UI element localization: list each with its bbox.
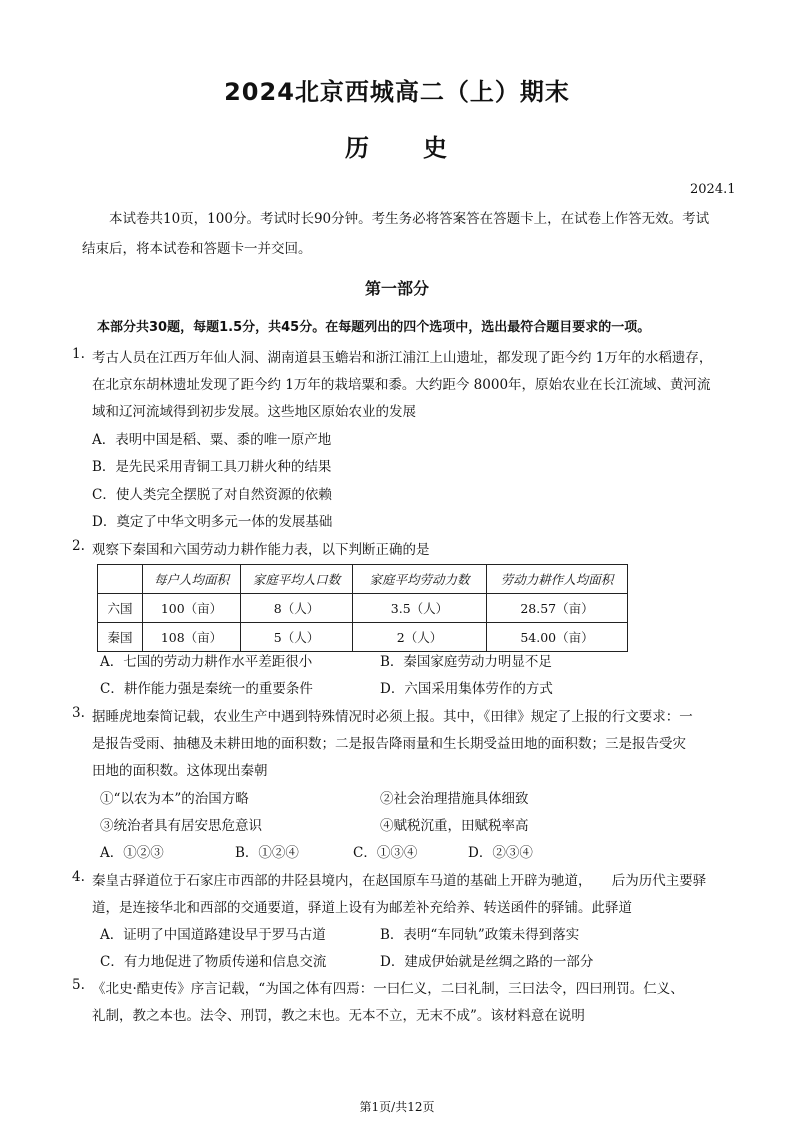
q1-option-b: B．是先民采用青铜工具刀耕火种的结果: [92, 459, 332, 475]
q4-line: 秦皇古驿道位于石家庄市西部的井陉县境内，在赵国原车马道的基础上开辟为驰道， 后为历代主要驿: [92, 873, 707, 889]
q3-item-2: ②社会治理措施具体细致: [380, 791, 529, 807]
section-title: 第一部分: [364, 279, 429, 298]
q1-line: 在北京东胡林遗址发现了距今约 1万年的栽培粟和黍。大约距今 8000年，原始农业在长江流域、黄河流: [92, 377, 711, 393]
table-row: [98, 623, 628, 652]
table-header-cell: 劳动力耕作人均面积: [487, 565, 628, 594]
q4-option-d: D．建成伊始就是丝绸之路的一部分: [380, 954, 594, 970]
q2-option-c: C．耕作能力强是秦统一的重要条件: [100, 681, 313, 697]
q2-option-d: D．六国采用集体劳作的方式: [380, 681, 553, 697]
q5-line: 礼制，教之本也。法令、刑罚，教之末也。无本不立，无末不成”。该材料意在说明: [92, 1008, 585, 1024]
q2-option-b: B．秦国家庭劳动力明显不足: [380, 654, 552, 670]
table-cell: 54.00（亩）: [487, 623, 628, 652]
q1-option-c: C．使人类完全摆脱了对自然资源的依赖: [92, 487, 332, 503]
q1-line: 域和辽河流域得到初步发展。这些地区原始农业的发展: [92, 404, 416, 420]
page-title: 2024北京西城高二（上）期末: [224, 78, 570, 106]
q3-option-a: A．①②③: [100, 845, 164, 861]
q3-option-b: B．①②④: [235, 845, 299, 861]
q2-number: 2.: [72, 538, 85, 554]
q3-line: 据睡虎地秦简记载，农业生产中遇到特殊情况时必须上报。其中，《田律》规定了上报的行文要求：一: [92, 709, 693, 725]
table-header-cell: [98, 565, 143, 594]
exam-date: 2024.1: [690, 182, 736, 197]
table-cell: 100（亩）: [143, 594, 241, 623]
table-cell: 8（人）: [241, 594, 353, 623]
table-header-row: [98, 565, 628, 594]
labor-capacity-table: [97, 564, 628, 652]
table-header-cell: 每户人均面积: [143, 565, 241, 594]
table-header-cell: 家庭平均人口数: [241, 565, 353, 594]
q3-option-c: C．①③④: [353, 845, 418, 861]
q3-item-3: ③统治者具有居安思危意识: [100, 818, 262, 834]
q3-option-d: D．②③④: [468, 845, 533, 861]
q3-number: 3.: [72, 705, 85, 721]
table-row: [98, 594, 628, 623]
q4-number: 4.: [72, 869, 85, 885]
q2-stem: 观察下秦国和六国劳动力耕作能力表，以下判断正确的是: [92, 542, 430, 558]
q1-option-d: D．奠定了中华文明多元一体的发展基础: [92, 514, 333, 530]
table-header-cell: 家庭平均劳动力数: [353, 565, 487, 594]
table-cell: 六国: [98, 594, 143, 623]
q3-item-1: ①“以农为本”的治国方略: [100, 791, 249, 807]
table-cell: 3.5（人）: [353, 594, 487, 623]
q4-option-a: A．证明了中国道路建设早于罗马古道: [100, 927, 326, 943]
q5-line: 《北史·酷吏传》序言记载，“为国之体有四焉：一曰仁义，二曰礼制，三曰法令，四曰刑罚。仁义、: [92, 981, 684, 997]
table-cell: 28.57（亩）: [487, 594, 628, 623]
table-cell: 2（人）: [353, 623, 487, 652]
q4-option-c: C．有力地促进了物质传递和信息交流: [100, 954, 327, 970]
q5-number: 5.: [72, 977, 85, 993]
table-cell: 5（人）: [241, 623, 353, 652]
q1-option-a: A．表明中国是稻、粟、黍的唯一原产地: [92, 432, 332, 448]
table-cell: 秦国: [98, 623, 143, 652]
q2-option-a: A．七国的劳动力耕作水平差距很小: [100, 654, 313, 670]
q1-number: 1.: [72, 346, 85, 362]
q3-item-4: ④赋税沉重，田赋税率高: [380, 818, 529, 834]
q3-line: 田地的面积数。这体现出秦朝: [92, 763, 268, 779]
table-cell: 108（亩）: [143, 623, 241, 652]
q4-option-b: B．表明“车同轨”政策未得到落实: [380, 927, 580, 943]
subject-title: 历 史: [345, 134, 449, 162]
section-instructions: 本部分共30题，每题1.5分，共45分。在每题列出的四个选项中，选出最符合题目要求的一项。: [97, 320, 651, 335]
exam-intro: 本试卷共10页，100分。考试时长90分钟。考生务必将答案答在答题卡上，在试卷上作答无效。考试结束后，将本试卷和答题卡一并交回。: [82, 211, 710, 257]
q3-line: 是报告受雨、抽穗及未耕田地的面积数；二是报告降雨量和生长期受益田地的面积数；三是报告受灾: [92, 736, 686, 752]
page-number-footer: 第1页/共12页: [359, 1100, 435, 1114]
q4-line: 道，是连接华北和西部的交通要道，驿道上设有为邮差补充给养、转送函件的驿铺。此驿道: [92, 900, 632, 916]
q1-line: 考古人员在江西万年仙人洞、湖南道县玉蟾岩和浙江浦江上山遗址，都发现了距今约 1万年的水稻遗存，: [92, 350, 713, 366]
